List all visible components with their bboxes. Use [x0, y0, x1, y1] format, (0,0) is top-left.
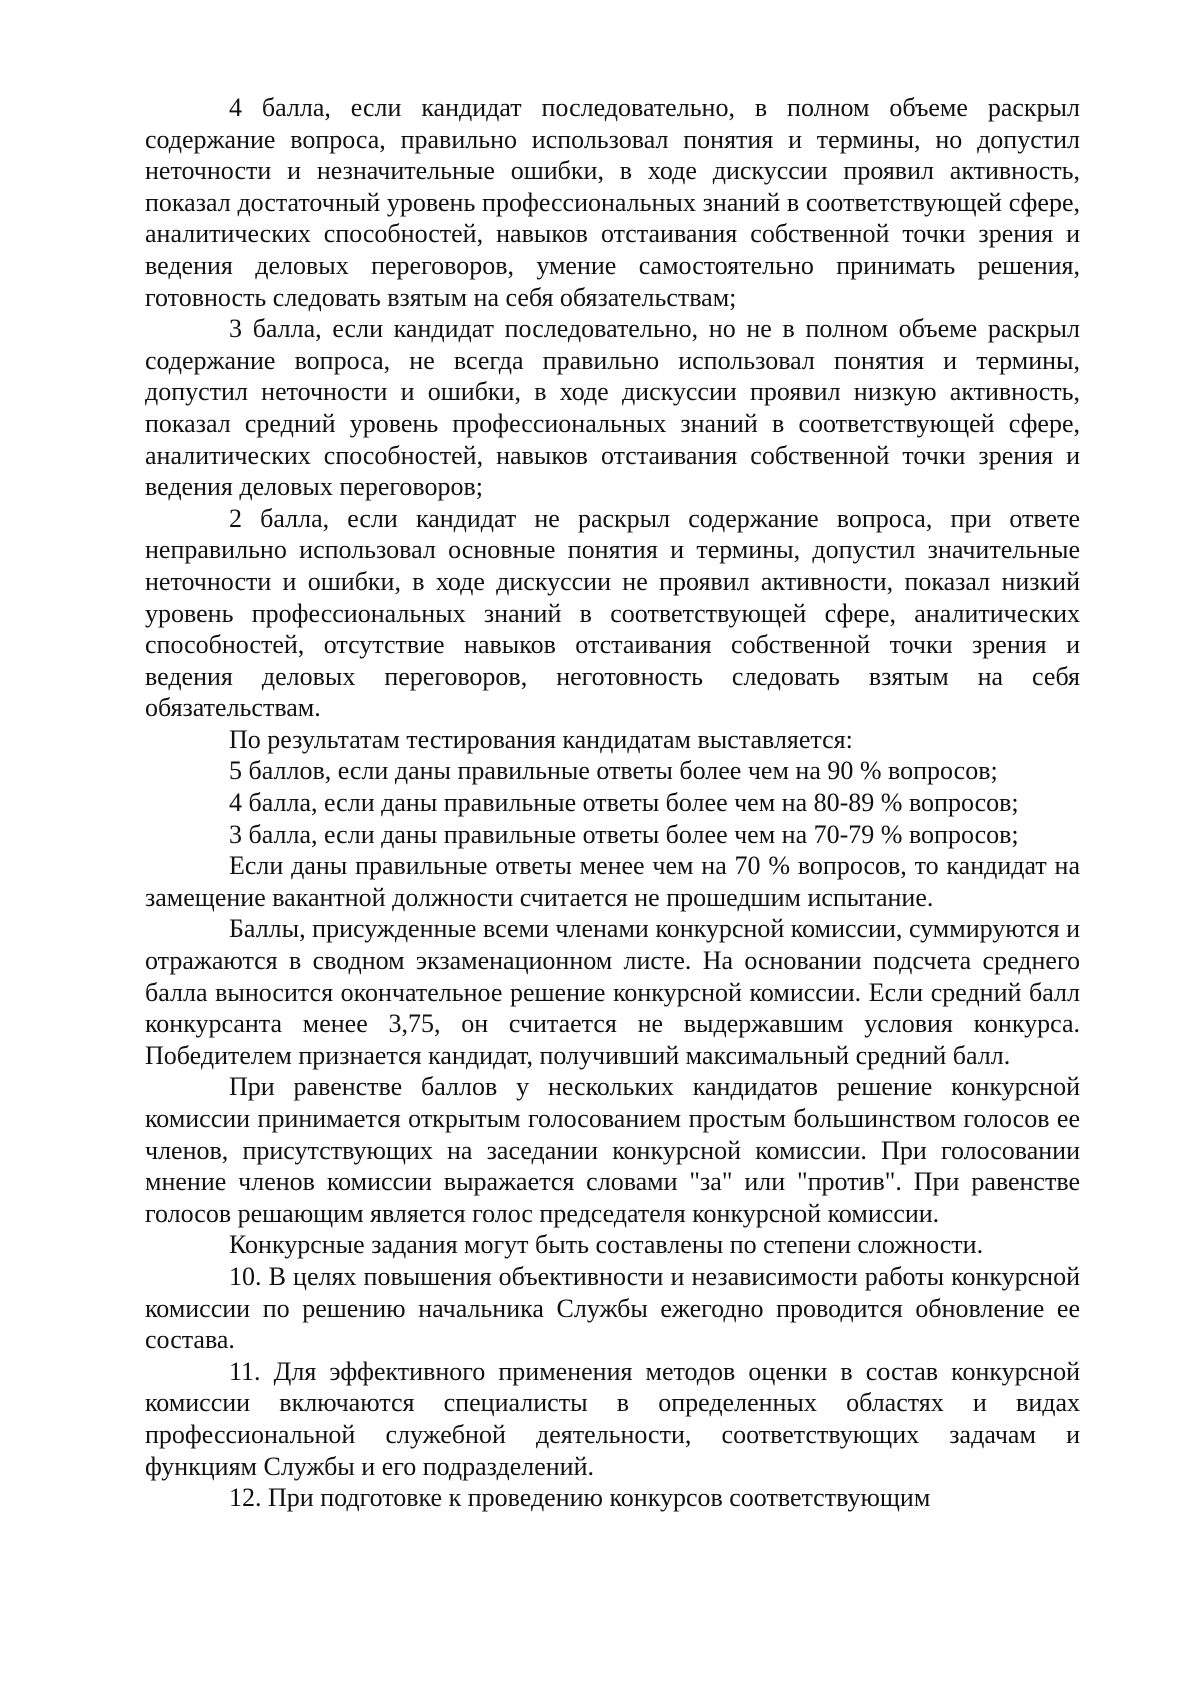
paragraph-item-11: 11. Для эффективного применения методов оценки в состав конкурсной комиссии включаются специалисты в определенных областях и видах профессиональной служебной деятельности, соответствующих задачам и функциям Службы и его подразделений. — [145, 1356, 1080, 1481]
paragraph-task-difficulty: Конкурсные задания могут быть составлены по степени сложности. — [229, 1230, 984, 1260]
paragraph-testing-4: 4 балла, если даны правильные ответы более чем на 80-89 % вопросов; — [229, 788, 1019, 818]
paragraph-testing-intro: По результатам тестирования кандидатам выставляется: — [229, 724, 853, 754]
paragraph-testing-fail: Если даны правильные ответы менее чем на 70 % вопросов, то кандидат на замещение вакантной должности считается не прошедшим испытание. — [145, 851, 1080, 912]
paragraph-item-12: 12. При подготовке к проведению конкурсов соответствующим — [229, 1483, 931, 1513]
paragraph-score-3: 3 балла, если кандидат последовательно, но не в полном объеме раскрыл содержание вопроса, не всегда правильно использовал понятия и термины, допустил неточности и ошибки, в ходе дискуссии проявил низкую активность, показал средний уровень профессиональных знаний в соответствующей сфере, аналитических способностей, навыков отстаивания собственной точки зрения и ведения деловых переговоров; — [145, 314, 1080, 502]
paragraph-testing-3: 3 балла, если даны правильные ответы более чем на 70-79 % вопросов; — [229, 819, 1019, 849]
paragraph-testing-5: 5 баллов, если даны правильные ответы более чем на 90 % вопросов; — [229, 756, 998, 786]
paragraph-score-4: 4 балла, если кандидат последовательно, в полном объеме раскрыл содержание вопроса, правильно использовал понятия и термины, но допустил неточности и незначительные ошибки, в ходе дискуссии проявил активность, показал достаточный уровень профессиональных знаний в соответствующей сфере, аналитических способностей, навыков отстаивания собственной точки зрения и ведения деловых переговоров, умение самостоятельно принимать решения, готовность следовать взятым на себя обязательствам; — [145, 93, 1080, 312]
paragraph-score-2: 2 балла, если кандидат не раскрыл содержание вопроса, при ответе неправильно использовал основные понятия и термины, допустил значительные неточности и ошибки, в ходе дискуссии не проявил активности, показал низкий уровень профессиональных знаний в соответствующей сфере, аналитических способностей, отсутствие навыков отстаивания собственной точки зрения и ведения деловых переговоров, неготовность следовать взятым на себя обязательствам. — [145, 503, 1080, 723]
paragraph-tie-vote: При равенстве баллов у нескольких кандидатов решение конкурсной комиссии принимается открытым голосованием простым большинством голосов ее членов, присутствующих на заседании конкурсной комиссии. При голосовании мнение членов комиссии выражается словами "за" или "против". При равенстве голосов решающим является голос председателя конкурсной комиссии. — [145, 1072, 1080, 1228]
paragraph-score-summary: Баллы, присужденные всеми членами конкурсной комиссии, суммируются и отражаются в сводном экзаменационном листе. На основании подсчета среднего балла выносится окончательное решение конкурсной комиссии. Если средний балл конкурсанта менее 3,75, он считается не выдержавшим условия конкурса. Победителем признается кандидат, получивший максимальный средний балл. — [145, 914, 1080, 1070]
paragraph-item-10: 10. В целях повышения объективности и независимости работы конкурсной комиссии по решению начальника Службы ежегодно проводится обновление ее состава. — [145, 1261, 1080, 1355]
